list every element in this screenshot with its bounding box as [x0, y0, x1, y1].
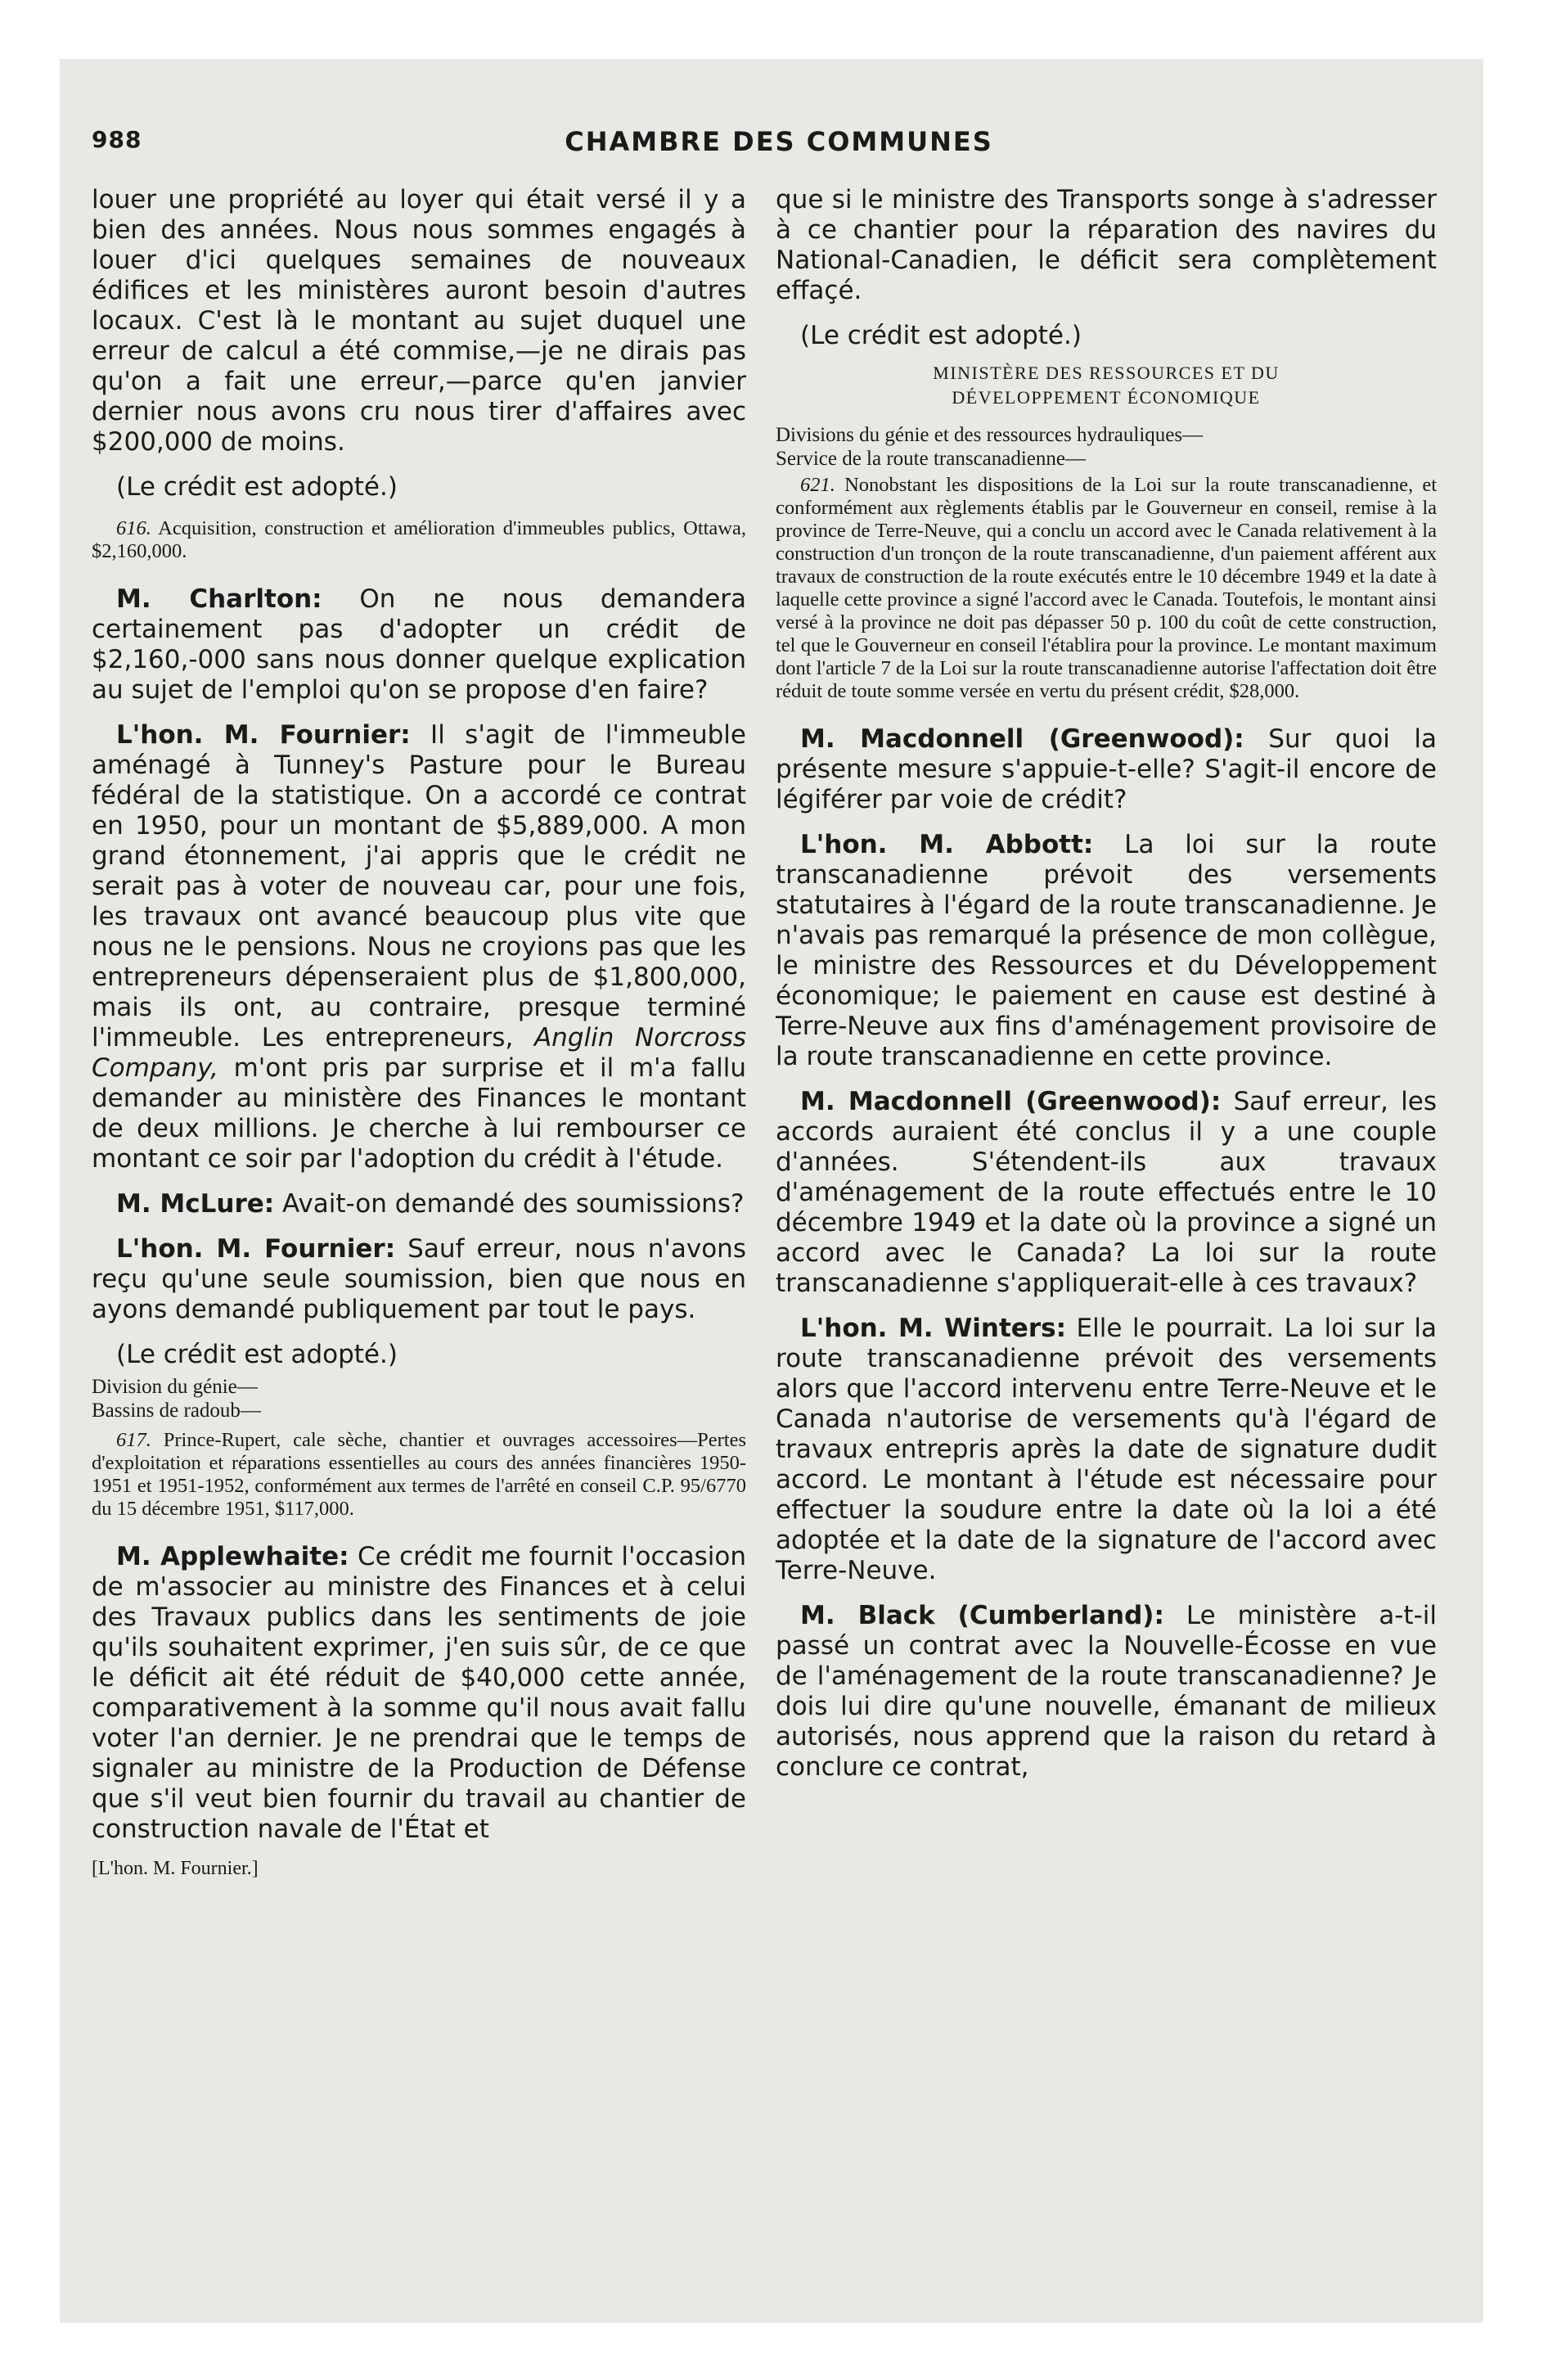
speech-black [776, 1601, 1437, 1783]
section-heading: Divisions du génie et des ressources hydrauliques— [776, 424, 1204, 446]
section-heading: Division du génie— [92, 1376, 258, 1398]
speaker-name: M. McLure: [116, 1189, 275, 1219]
right-paragraph-1: que si le ministre des Transports songe à s'adresser à ce chantier pour la réparation des navires du National-Canadien, le déficit sera complètement effaçé. [776, 185, 1437, 305]
subsection-heading: Bassins de radoub— [92, 1400, 261, 1422]
speaker-name: M. Applewhaite: [116, 1542, 349, 1571]
speech-text-continued: m'ont pris par surprise et il m'a fallu demander au ministère des Finances le montant de deux millions. Je cherche à lui rembourser ce montant ce soir par l'adoption du crédit à l'étude. [92, 1053, 746, 1174]
ministry-heading [776, 361, 1437, 410]
item-616 [92, 517, 746, 563]
item-number: 621. [800, 474, 835, 496]
speech-text: Le ministère a-t-il passé un contrat avec la Nouvelle-Écosse en vue de l'aménagement de la route transcanadienne? Je dois lui dire qu'une nouvelle, émanant de milieux autorisés, nous apprend que la raison du retard à conclure ce contrat, [776, 1601, 1437, 1782]
subsection-heading: Service de la route transcanadienne— [776, 448, 1086, 470]
item-number: 616. [116, 517, 151, 539]
speech-charlton [92, 584, 746, 705]
speaker-name: M. Black (Cumberland): [800, 1601, 1164, 1630]
speech-text: On ne nous demandera certainement pas d'adopter un crédit de $2,160,-000 sans nous donner quelque explication au sujet de l'emploi qu'on se propose d'en faire? [92, 584, 747, 705]
speech-applewhaite [92, 1542, 746, 1845]
ministry-heading-line-2: DÉVELOPPEMENT ÉCONOMIQUE [952, 387, 1261, 408]
item-text: Acquisition, construction et amélioration d'immeubles publics, Ottawa, $2,160,000. [92, 517, 746, 562]
page-header [92, 123, 1466, 172]
speech-text: Sauf erreur, les accords auraient été conclus il y a une couple d'années. S'étendent-ils aux travaux d'aménagement de la route effectués entre le 10 décembre 1949 et la date où la province a signé un accord avec le Canada? La loi sur la route transcanadienne s'appliquerait-elle à ces travaux? [776, 1087, 1438, 1298]
page-number: 988 [92, 126, 142, 153]
item-617 [92, 1429, 746, 1521]
company-name: Anglin Norcross Company, [92, 1023, 746, 1083]
vote-adopted-note: (Le crédit est adopté.) [116, 1340, 398, 1369]
speaker-name: M. Macdonnell (Greenwood): [800, 1087, 1222, 1116]
speech-abbott [776, 830, 1437, 1072]
speech-text: Ce crédit me fournit l'occasion de m'associer au ministre des Finances et à celui des Travaux publics dans les sentiments de joie qu'ils souhaitent exprimer, j'en suis sûr, de ce que le déficit ait été réduit de $40,000 cette année, comparativement à la somme qu'il nous avait fallu voter l'an dernier. Je ne prendrai que le temps de signaler au ministre de la Production de Défense que s'il veut bien fournir du travail au chantier de construction navale de l'État et [92, 1542, 746, 1844]
speaker-name: L'hon. M. Fournier: [116, 720, 411, 750]
item-text: Prince-Rupert, cale sèche, chantier et ouvrages accessoires—Pertes d'exploitation et réparations essentielles au cours des années financières 1950-1951 et 1951-1952, conformément aux termes de l'arrêté en conseil C.P. 95/6770 du 15 décembre 1951, $117,000. [92, 1429, 746, 1520]
speech-macdonnell-1 [776, 724, 1437, 815]
speaker-name: L'hon. M. Abbott: [800, 830, 1094, 859]
speech-winters [776, 1314, 1437, 1586]
speaker-name: L'hon. M. Winters: [800, 1314, 1066, 1343]
speech-fournier-1 [92, 720, 746, 1174]
right-column [776, 185, 1437, 1797]
vote-adopted-note: (Le crédit est adopté.) [800, 321, 1082, 350]
item-621 [776, 474, 1437, 703]
speaker-name: L'hon. M. Fournier: [116, 1234, 396, 1264]
speech-macdonnell-2 [776, 1087, 1437, 1299]
speaker-name: M. Charlton: [116, 584, 322, 614]
speech-text: Il s'agit de l'immeuble aménagé à Tunney's Pasture pour le Bureau fédéral de la statistique. On a accordé ce contrat en 1950, pour un montant de $5,889,000. A mon grand étonnement, j'ai appris que le crédit ne serait pas à voter de nouveau car, pour une fois, les travaux ont avancé beaucoup plus vite que nous ne le pensions. Nous ne croyions pas que les entrepreneurs dépenseraient plus de $1,800,000, mais ils ont, au contraire, presque terminé l'immeuble. Les entrepreneurs, [92, 720, 746, 1053]
item-number: 617. [116, 1429, 151, 1451]
footer-speaker-note: [L'hon. M. Fournier.] [92, 1858, 259, 1879]
speech-text: Sur quoi la présente mesure s'appuie-t-elle? S'agit-il encore de légiférer par voie de crédit? [776, 724, 1438, 814]
speech-mclure [92, 1189, 746, 1219]
speech-fournier-2 [92, 1234, 746, 1325]
speech-text: Elle le pourrait. La loi sur la route transcanadienne prévoit des versements alors que l'accord intervenu entre Terre-Neuve et le Canada n'autorise de versements qu'à l'égard de travaux entrepris après la date de signature dudit accord. Le montant à l'étude est nécessaire pour effectuer la soudure entre la date où la loi a été adoptée et la date de la signature de l'accord avec Terre-Neuve. [776, 1314, 1437, 1585]
vote-adopted-note: (Le crédit est adopté.) [116, 472, 398, 502]
ministry-heading-line-1: MINISTÈRE DES RESSOURCES ET DU [933, 363, 1280, 383]
running-title: CHAMBRE DES COMMUNES [565, 126, 993, 157]
speech-text: La loi sur la route transcanadienne prévoit des versements statutaires à l'égard de la route transcanadienne. Je n'avais pas remarqué la présence de mon collègue, le ministre des Ressources et du Développement économique; le paiement en cause est destiné à Terre-Neuve aux fins d'aménagement provisoire de la route transcanadienne en cette province. [776, 830, 1438, 1071]
left-paragraph-1: louer une propriété au loyer qui était versé il y a bien des années. Nous nous sommes engagés à louer d'ici quelques semaines de nouveaux édifices et les ministères auront besoin d'autres locaux. C'est là le montant au sujet duquel une erreur de calcul a été commise,—je ne dirais pas qu'on a fait une erreur,—parce qu'en janvier dernier nous avons cru nous tirer d'affaires avec $200,000 de moins. [92, 185, 746, 457]
left-column [92, 185, 746, 1881]
speaker-name: M. Macdonnell (Greenwood): [800, 724, 1244, 754]
speech-text: Sauf erreur, nous n'avons reçu qu'une seule soumission, bien que nous en ayons demandé publiquement par tout le pays. [92, 1234, 746, 1324]
speech-text: Avait-on demandé des soumissions? [282, 1189, 745, 1219]
item-text: Nonobstant les dispositions de la Loi sur la route transcanadienne, et conformément aux règlements établis par le Gouverneur en conseil, remise à la province de Terre-Neuve, qui a conclu un accord avec le Canada relativement à la construction d'un tronçon de la route transcanadienne, d'un paiement afférent aux travaux de construction de la route exécutés entre le 10 décembre 1949 et la date à laquelle cette province a signé l'accord avec le Canada. Toutefois, le montant ainsi versé à la province ne doit pas dépasser 50 p. 100 du coût de cette construction, tel que le Gouverneur en conseil l'établira pour la province. Le montant maximum dont l'article 7 de la Loi sur la route transcanadienne autorise l'affectation doit être réduit de toute somme versée en vertu du présent crédit, $28,000. [776, 474, 1438, 702]
